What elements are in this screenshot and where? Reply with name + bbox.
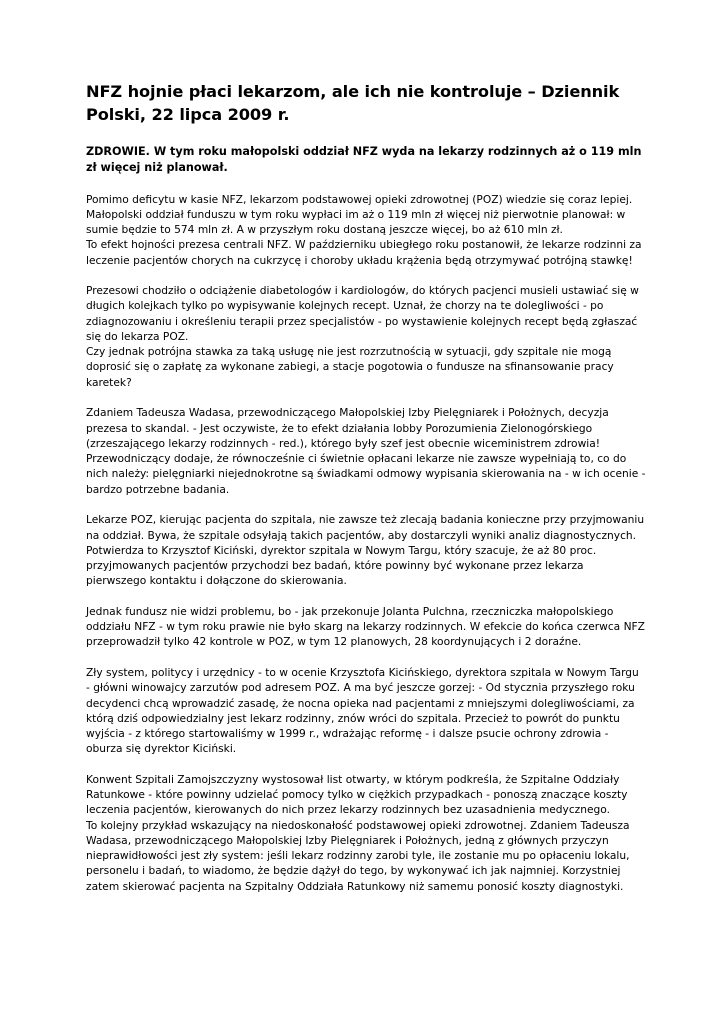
article-lead: ZDROWIE. W tym roku małopolski oddział NFZ wyda na lekarzy rodzinnych aż o 119 mln zł więcej niż planował.: [86, 145, 642, 175]
paragraph-text: Prezesowi chodziło o odciążenie diabetologów i kardiologów, do których pacjenci musieli ustawiać się w długich kolejkach tylko po wypisywanie kolejnych recept. Uznał, że chorzy na te dolegliwości - po zdiagnozowaniu i określeniu terapii przez specjalistów - po wystawienie kolejnych recept będą zgłaszać się do lekarza POZ.: [86, 284, 639, 343]
paragraph-4: [86, 512, 646, 588]
paragraph-3: [86, 405, 646, 497]
paragraph-2: [86, 283, 646, 390]
paragraph-1: [86, 192, 646, 268]
paragraph-text: Zły system, politycy i urzędnicy - to w ocenie Krzysztofa Kicińskiego, dyrektora szpitala w Nowym Targu - główni winowajcy zarzutów pod adresem POZ. A ma być jeszcze gorzej: - Od stycznia przyszłego roku decydenci chcą wprowadzić zasadę, że nocna opieka nad pacjentami z mniejszymi dolegliwościami, za którą dziś odpowiedzialny jest lekarz rodzinny, znów wróci do szpitala. Przecież to powrót do punktu wyjścia - z którego startowaliśmy w 1999 r., wdrażając reformę - i dalsze psucie ochrony zdrowia - oburza się dyrektor Kiciński.: [86, 666, 639, 756]
article-title: NFZ hojnie płaci lekarzom, ale ich nie kontroluje – Dziennik Polski, 22 lipca 2009 r.: [86, 82, 620, 124]
paragraph-text: Pomimo deficytu w kasie NFZ, lekarzom podstawowej opieki zdrowotnej (POZ) wiedzie się coraz lepiej. Małopolski oddział funduszu w tym roku wypłaci im aż o 119 mln zł więcej niż pierwotnie planował: w sumie będzie to 574 mln zł. A w przyszłym roku dostaną jeszcze więcej, bo aż 610 mln zł.: [86, 192, 633, 237]
paragraph-text: To efekt hojności prezesa centrali NFZ. W październiku ubiegłego roku postanowił, że lekarze rodzinni za leczenie pacjentów chorych na cukrzycę i choroby układu krążenia będą otrzymywać potrójną stawkę!: [86, 238, 642, 267]
paragraph-5: [86, 604, 646, 650]
paragraph-7: [86, 772, 646, 894]
paragraph-text: To kolejny przykład wskazujący na niedoskonałość podstawowej opieki zdrowotnej. Zdaniem Tadeusza Wadasa, przewodniczącego Małopolskiej Izby Pielęgniarek i Położnych, jedną z głównych przyczyn nieprawidłowości jest zły system: jeśli lekarz rodzinny zarobi tyle, ile zostanie mu po opłaceniu lokalu, personelu i badań, to wiadomo, że będzie dążył do tego, by wykonywać ich jak najmniej. Korzystniej zatem skierować pacjenta na Szpitalny Oddziała Ratunkowy niż samemu ponosić koszty diagnostyki.: [86, 818, 630, 893]
paragraph-6: [86, 665, 646, 757]
paragraph-text: Lekarze POZ, kierując pacjenta do szpitala, nie zawsze też zlecają badania konieczne przy przyjmowaniu na oddział. Bywa, że szpitale odsyłają takich pacjentów, aby dostarczyli wyniki analiz diagnostycznych.: [86, 513, 645, 542]
paragraph-text: Czy jednak potrójna stawka za taką usługę nie jest rozrzutnością w sytuacji, gdy szpitale nie mogą doprosić się o zapłatę za wykonane zabiegi, a stacje pogotowia o fundusze na sfinansowanie pracy karetek?: [86, 345, 614, 389]
paragraph-text: Jednak fundusz nie widzi problemu, bo - jak przekonuje Jolanta Pulchna, rzeczniczka małopolskiego oddziału NFZ - w tym roku prawie nie było skarg na lekarzy rodzinnych. W efekcie do końca czerwca NFZ przeprowadził tylko 42 kontrole w POZ, w tym 12 planowych, 28 koordynujących i 2 doraźne.: [86, 604, 645, 649]
paragraph-text: Konwent Szpitali Zamojszczyzny wystosował list otwarty, w którym podkreśla, że Szpitalne Oddziały Ratunkowe - które powinny udzielać pomocy tylko w ciężkich przypadkach - ponoszą znaczące koszty leczenia pacjentów, kierowanych do nich przez lekarzy rodzinnych bez uzasadnienia medycznego.: [86, 772, 628, 817]
paragraph-text: Potwierdza to Krzysztof Kiciński, dyrektor szpitala w Nowym Targu, który szacuje, że aż 80 proc. przyjmowanych pacjentów przychodzi bez badań, które powinny być wykonane przez lekarza pierwszego kontaktu i dołączone do skierowania.: [86, 543, 597, 588]
document-page: [86, 80, 646, 909]
paragraph-text: Zdaniem Tadeusza Wadasa, przewodniczącego Małopolskiej Izby Pielęgniarek i Położnych, decyzja prezesa to skandal. - Jest oczywiste, że to efekt działania lobby Porozumienia Zielonogórskiego (zrzeszającego lekarzy rodzinnych - red.), którego były szef jest obecnie wiceministrem zdrowia! Przewodniczący dodaje, że równocześnie ci świetnie opłacani lekarze nie zawsze wypełniają to, co do nich należy: pielęgniarki niejednokrotne są świadkami odmowy wypisania skierowania na - w ich ocenie - bardzo potrzebne badania.: [86, 406, 646, 496]
